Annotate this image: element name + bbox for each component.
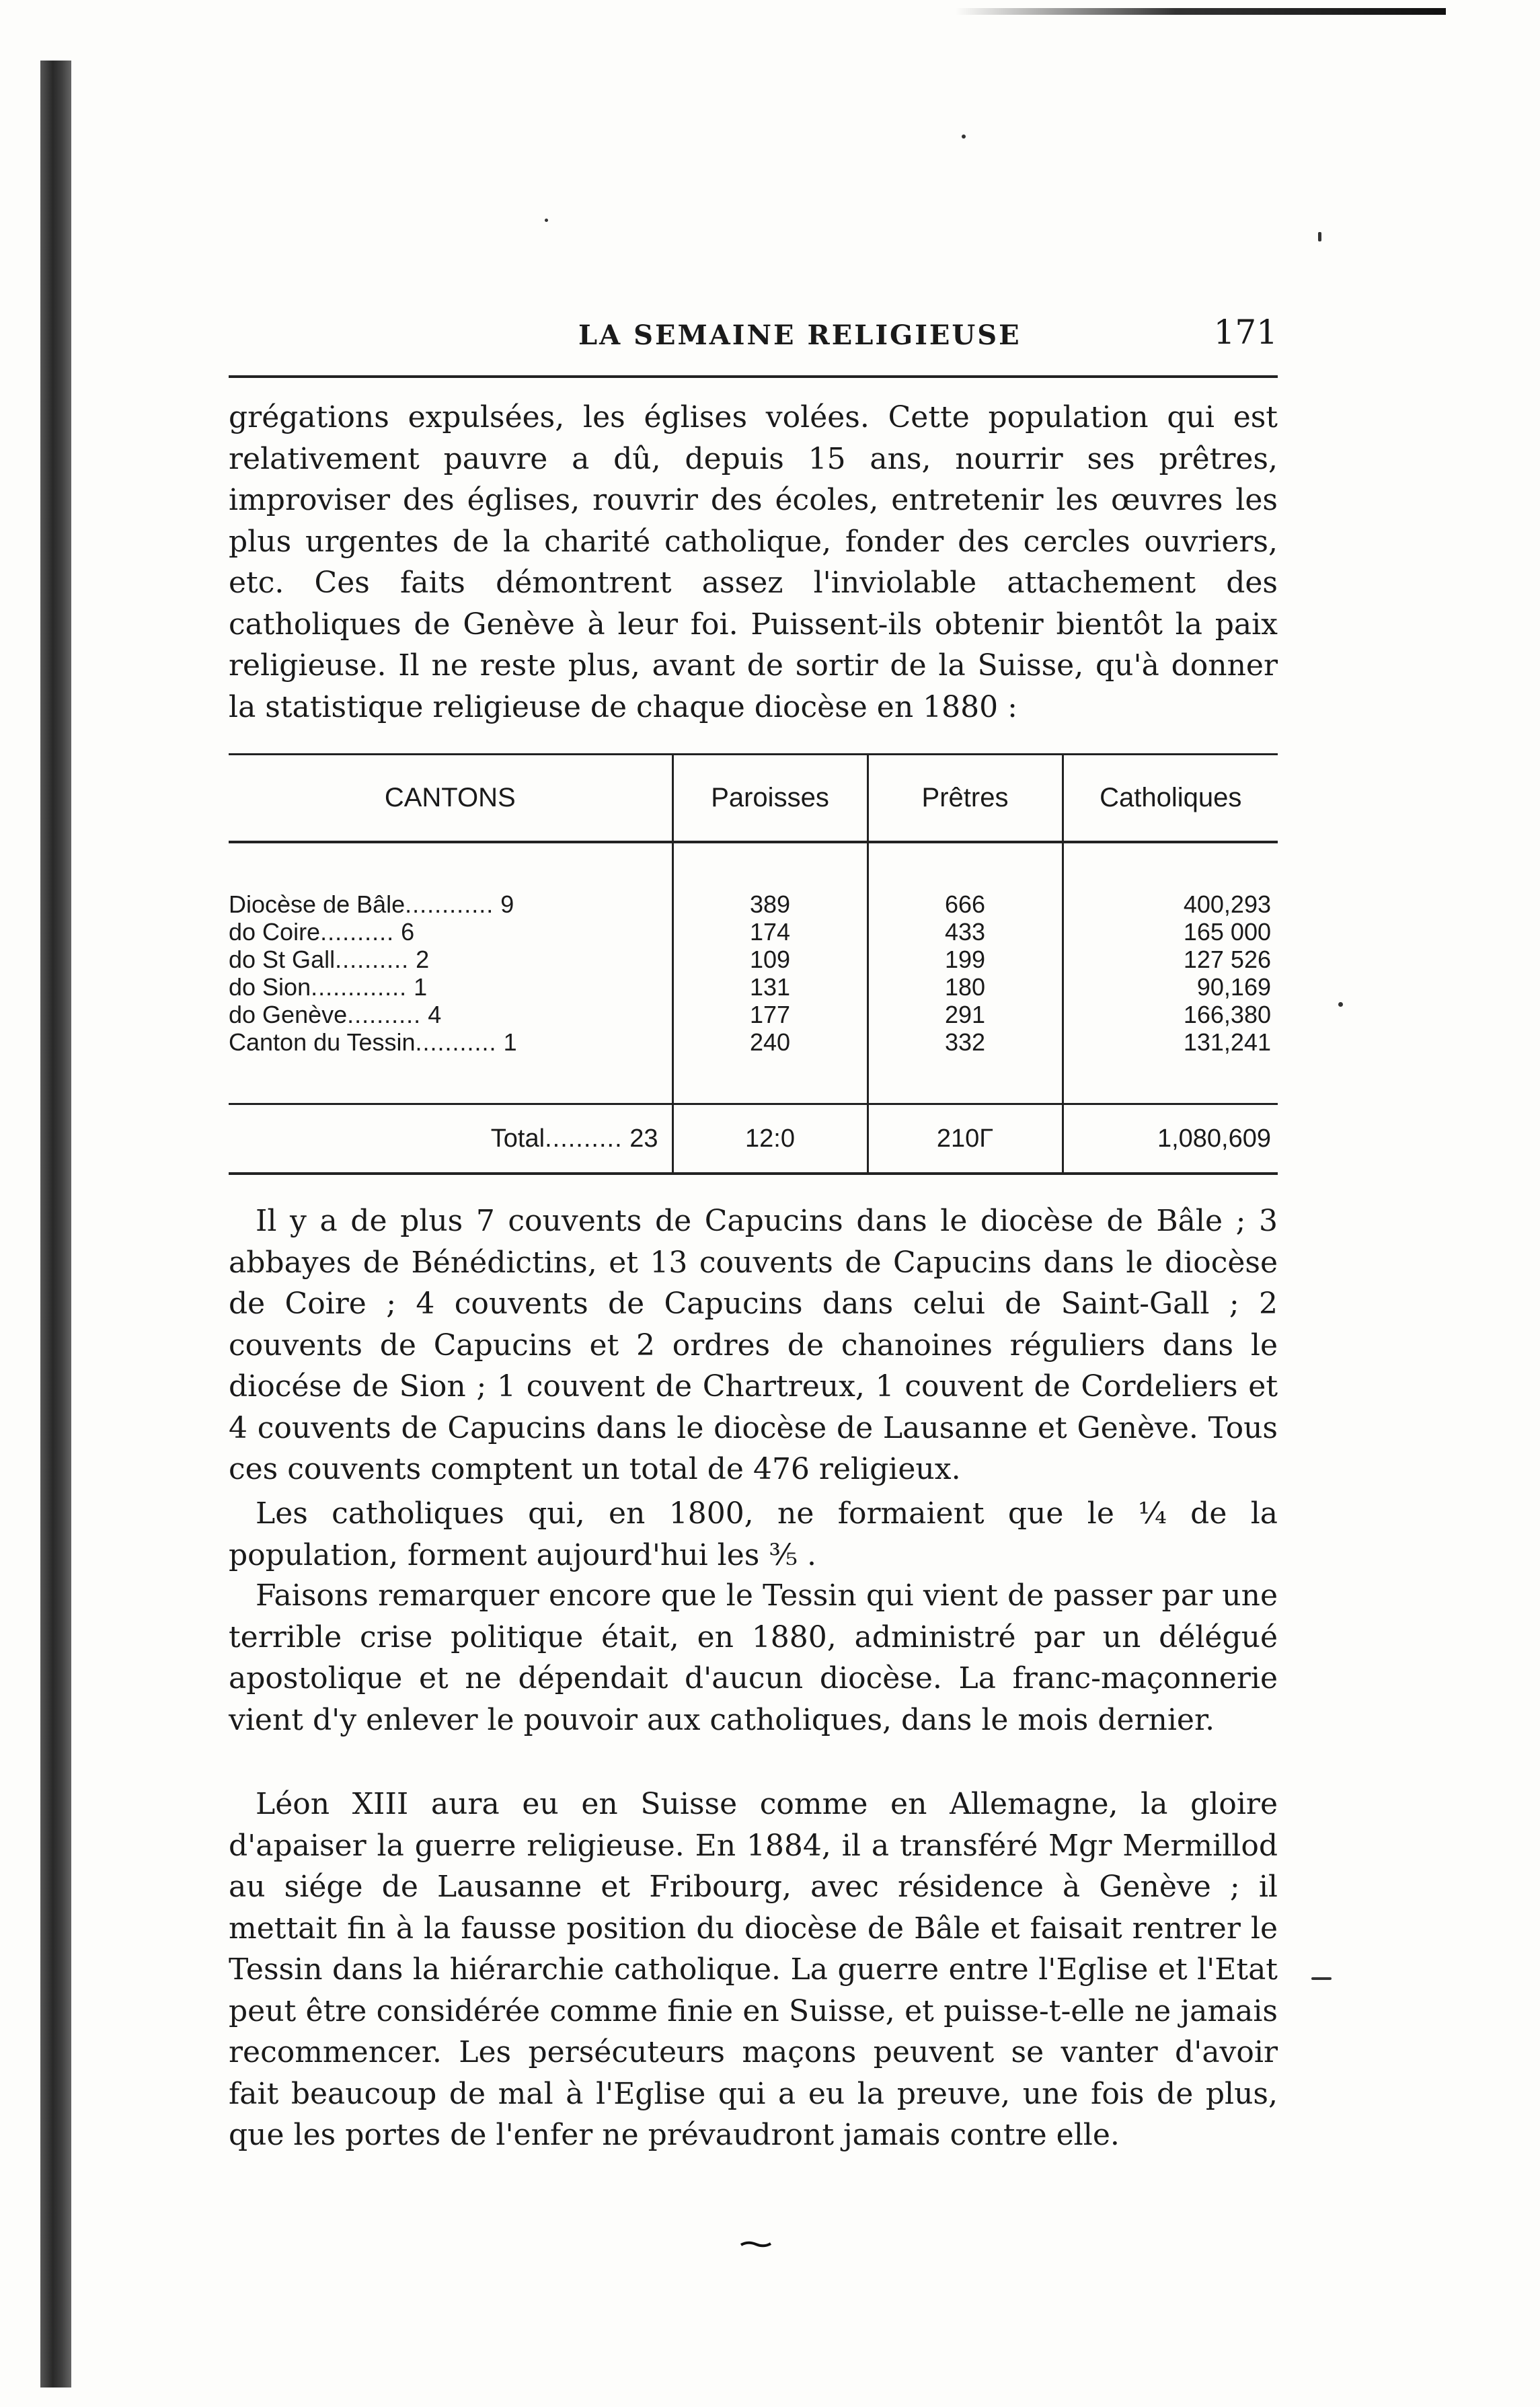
- row-label-cell: [229, 890, 672, 918]
- total-count: 23: [629, 1124, 658, 1153]
- row-label: Diocèse de Bâle: [229, 890, 406, 918]
- row-count: 6: [401, 918, 415, 946]
- row-label: do Sion: [229, 973, 311, 1001]
- table-row: [229, 1001, 1278, 1028]
- ink-speck: [962, 135, 966, 139]
- page-header: [229, 313, 1278, 360]
- paragraph-proportion: Les catholiques qui, en 1800, ne formaient que le ¼ de la population, forment aujourd'hui les ⅗ .: [229, 1496, 1278, 1572]
- closing-ornament: [740, 2240, 772, 2249]
- leader-dots: ..........: [335, 946, 410, 973]
- pretres-cell: 291: [868, 1001, 1063, 1028]
- pretres-cell: 666: [868, 890, 1063, 918]
- table-row: [229, 918, 1278, 946]
- catholiques-cell: 166,380: [1063, 1001, 1278, 1028]
- col-header-paroisses: Paroisses: [672, 755, 868, 843]
- paroisses-cell: 177: [672, 1001, 868, 1028]
- table-header-row: [229, 755, 1278, 843]
- paroisses-cell: 131: [672, 973, 868, 1001]
- leader-dots: .............: [311, 973, 408, 1001]
- row-label: do St Gall: [229, 946, 336, 973]
- table-total-row: [229, 1104, 1278, 1174]
- paroisses-cell: 389: [672, 890, 868, 918]
- total-label-cell: [229, 1104, 672, 1174]
- leader-dots: ............: [405, 890, 494, 918]
- statistics-table: [229, 753, 1278, 1175]
- row-count: 1: [414, 973, 428, 1001]
- catholiques-cell: 165 000: [1063, 918, 1278, 946]
- table-row: [229, 973, 1278, 1001]
- leader-dots: ..........: [545, 1124, 623, 1153]
- page-number: 171: [1213, 313, 1278, 352]
- total-paroisses: 12:0: [672, 1104, 868, 1174]
- paroisses-cell: 174: [672, 918, 868, 946]
- row-label: do Coire: [229, 918, 321, 946]
- pretres-cell: 433: [868, 918, 1063, 946]
- scan-edge-shadow: [40, 61, 71, 2387]
- ink-speck: [1338, 1002, 1343, 1007]
- ink-speck: [1311, 1977, 1332, 1980]
- pretres-cell: 332: [868, 1028, 1063, 1056]
- pretres-cell: 199: [868, 946, 1063, 973]
- row-label-cell: [229, 946, 672, 973]
- col-header-pretres: Prêtres: [868, 755, 1063, 843]
- catholiques-cell: 90,169: [1063, 973, 1278, 1001]
- ink-speck: [1318, 232, 1321, 241]
- table-row: [229, 946, 1278, 973]
- row-label-cell: [229, 973, 672, 1001]
- scan-top-mark: [955, 8, 1446, 15]
- paroisses-cell: 109: [672, 946, 868, 973]
- row-count: 4: [428, 1001, 442, 1028]
- catholiques-cell: 127 526: [1063, 946, 1278, 973]
- row-label-cell: [229, 1001, 672, 1028]
- table-row: [229, 890, 1278, 918]
- paragraph-convents: Il y a de plus 7 couvents de Capucins dans le diocèse de Bâle ; 3 abbayes de Bénédictins, et 13 couvents de Capucins dans le diocèse de Coire ; 4 couvents de Capucins dans celui de Saint-Gall ; 2 couvents de Capucins et 2 ordres de chanoines réguliers dans le diocése de Sion ; 1 couvent de Chartreux, 1 couvent de Cordeliers et 4 couvents de Capucins dans le diocèse de Lausanne et Genève. Tous ces couvents comptent un total de 476 religieux.: [229, 1204, 1278, 1486]
- pretres-cell: 180: [868, 973, 1063, 1001]
- row-label-cell: [229, 1028, 672, 1056]
- leader-dots: ...........: [415, 1028, 497, 1056]
- leader-dots: ..........: [320, 918, 395, 946]
- total-catholiques: 1,080,609: [1063, 1104, 1278, 1174]
- total-pretres: 210Γ: [868, 1104, 1063, 1174]
- paroisses-cell: 240: [672, 1028, 868, 1056]
- paragraph-leon-xiii: Léon XIII aura eu en Suisse comme en Allemagne, la gloire d'apaiser la guerre religieuse. En 1884, il a transféré Mgr Mermillod au siége de Lausanne et Fribourg, avec résidence à Genève ; il mettait fin à la fausse position du diocèse de Bâle et faisait rentrer le Tessin dans la hiérarchie catholique. La guerre entre l'Eglise et l'Etat peut être considérée comme finie en Suisse, et puisse-t-elle ne jamais recommencer. Les persécuteurs maçons peuvent se vanter d'avoir fait beaucoup de mal à l'Eglise qui a eu la preuve, une fois de plus, que les portes de l'enfer ne prévaudront jamais contre elle.: [229, 1787, 1278, 2152]
- leader-dots: ..........: [347, 1001, 422, 1028]
- row-label: do Genève: [229, 1001, 348, 1028]
- row-label: Canton du Tessin: [229, 1028, 416, 1056]
- paragraph-intro: grégations expulsées, les églises volées. Cette population qui est relativement pauvre a dû, depuis 15 ans, nourrir ses prêtres, improviser des églises, rouvrir des écoles, entretenir les œuvres les plus urgentes de la charité catholique, fonder des cercles ouvriers, etc. Ces faits démontrent assez l'inviolable attachement des catholiques de Genève à leur foi. Puissent-ils obtenir bientôt la paix religieuse. Il ne reste plus, avant de sortir de la Suisse, qu'à donner la statistique religieuse de chaque diocèse en 1880 :: [229, 400, 1278, 724]
- row-count: 2: [416, 946, 430, 973]
- paragraph-tessin: Faisons remarquer encore que le Tessin qui vient de passer par une terrible crise politique était, en 1880, administré par un délégué apostolique et ne dépendait d'aucun diocèse. La franc-maçonnerie vient d'y enlever le pouvoir aux catholiques, dans le mois dernier.: [229, 1578, 1278, 1737]
- col-header-catholiques: Catholiques: [1063, 755, 1278, 843]
- catholiques-cell: 400,293: [1063, 890, 1278, 918]
- row-count: 1: [503, 1028, 517, 1056]
- row-label-cell: [229, 918, 672, 946]
- row-count: 9: [500, 890, 514, 918]
- header-rule: [229, 375, 1278, 378]
- ink-speck: [545, 219, 548, 222]
- col-header-cantons: CANTONS: [229, 755, 672, 843]
- catholiques-cell: 131,241: [1063, 1028, 1278, 1056]
- running-title: LA SEMAINE RELIGIEUSE: [578, 319, 1022, 351]
- total-label: Total: [490, 1124, 545, 1153]
- table-row: [229, 1028, 1278, 1056]
